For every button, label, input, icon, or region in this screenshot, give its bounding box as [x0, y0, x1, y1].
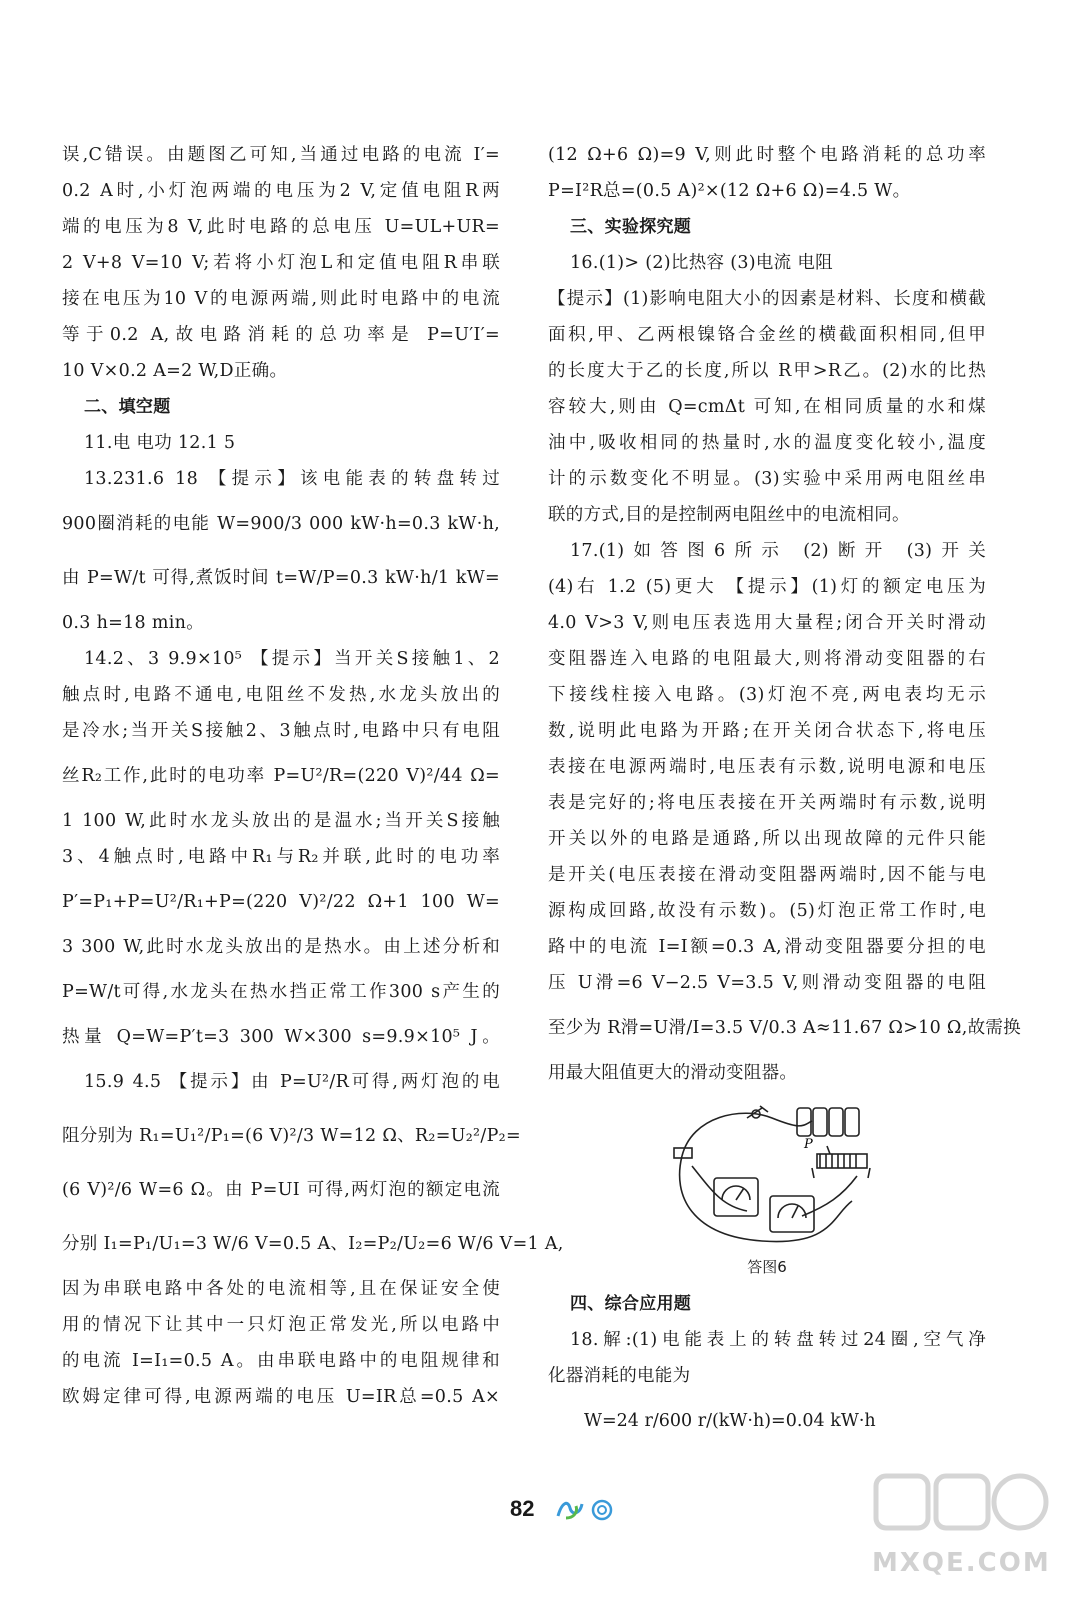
q18-line: 化器消耗的电能为 [548, 1366, 691, 1386]
right-line: (4)右 1.2 (5)更大 【提示】(1)灯的额定电压为 [548, 577, 986, 597]
right-line: 压 U滑=6 V−2.5 V=3.5 V,则滑动变阻器的电阻 [548, 973, 986, 993]
left-line: P′=P₁+P=U²/R₁+P=(220 V)²/22 Ω+1 100 W= [62, 892, 500, 912]
left-line: 13.231.6 18 【提示】该电能表的转盘转过 [84, 469, 500, 489]
left-line: 误,C错误。由题图乙可知,当通过电路的电流 I′= [62, 145, 500, 165]
right-line: 表接在电源两端时,电压表有示数,说明电源和电压 [548, 757, 986, 777]
left-line: 接在电压为10 V的电源两端,则此时电路中的电流 [62, 289, 500, 309]
left-line: 用的情况下让其中一只灯泡正常发光,所以电路中 [62, 1315, 500, 1335]
left-line: 二、填空题 [84, 397, 171, 417]
left-line: 10 V×0.2 A=2 W,D正确。 [62, 361, 288, 381]
page-number: 82 [510, 1496, 535, 1521]
left-line: 3、4触点时,电路中R₁与R₂并联,此时的电功率 [62, 847, 500, 867]
circuit-figure [548, 1096, 986, 1250]
right-line: 表是完好的;将电压表接在开关两端时有示数,说明 [548, 793, 986, 813]
right-line: 联的方式,目的是控制两电阻丝中的电流相同。 [548, 505, 910, 525]
q18-formula: W=24 r/600 r/(kW·h)=0.04 kW·h [584, 1411, 876, 1431]
left-line: 欧姆定律可得,电源两端的电压 U=IR总=0.5 A× [62, 1387, 500, 1407]
left-line: 等于0.2 A,故电路消耗的总功率是 P=U′I′= [62, 325, 500, 345]
right-line: 4.0 V>3 V,则电压表选用大量程;闭合开关时滑动 [548, 613, 986, 633]
left-line: 15.9 4.5 【提示】由 P=U²/R可得,两灯泡的电 [84, 1072, 500, 1092]
right-line: 用最大阻值更大的滑动变阻器。 [548, 1063, 798, 1083]
right-column-text [548, 142, 1021, 1086]
left-line: 的电流 I=I₁=0.5 A。由串联电路中的电阻规律和 [62, 1351, 500, 1371]
right-line: 路中的电流 I=I额=0.3 A,滑动变阻器要分担的电 [548, 937, 986, 957]
decorative-swirl-icon [552, 1494, 622, 1524]
right-line: 容较大,则由 Q=cmΔt 可知,在相同质量的水和煤 [548, 397, 986, 417]
right-line: 下接线柱接入电路。(3)灯泡不亮,两电表均无示 [548, 685, 986, 705]
right-line: 变阻器连入电路的电阻最大,则将滑动变阻器的右 [548, 649, 986, 669]
watermark-logo-icon [872, 1470, 1052, 1550]
left-line: 因为串联电路中各处的电流相等,且在保证安全使 [62, 1279, 500, 1299]
right-column [548, 142, 1021, 1443]
left-line: 由 P=W/t 可得,煮饭时间 t=W/P=0.3 kW·h/1 kW= [62, 568, 500, 588]
figure-label-p: P [804, 1137, 813, 1152]
left-line: 触点时,电路不通电,电阻丝不发热,水龙头放出的 [62, 685, 500, 705]
left-line: 热量 Q=W=P′t=3 300 W×300 s=9.9×10⁵ J。 [62, 1027, 500, 1047]
left-line: P=W/t可得,水龙头在热水挡正常工作300 s产生的 [62, 982, 500, 1002]
right-line: 16.(1)> (2)比热容 (3)电流 电阻 [570, 253, 833, 273]
left-line: 丝R₂工作,此时的电功率 P=U²/R=(220 V)²/44 Ω= [62, 766, 500, 786]
right-line: 至少为 R滑=U滑/I=3.5 V/0.3 A≈11.67 Ω>10 Ω,故需换 [548, 1018, 1021, 1038]
left-line: 分别 I₁=P₁/U₁=3 W/6 V=0.5 A、I₂=P₂/U₂=6 W/6 V=1 A, [62, 1234, 564, 1254]
right-line: (12 Ω+6 Ω)=9 V,则此时整个电路消耗的总功率 [548, 145, 986, 165]
right-line: 开关以外的电路是通路,所以出现故障的元件只能 [548, 829, 986, 849]
right-line: 数,说明此电路为开路;在开关闭合状态下,将电压 [548, 721, 986, 741]
left-line: 900圈消耗的电能 W=900/3 000 kW·h=0.3 kW·h, [62, 514, 500, 534]
right-line: 17.(1)如答图6所示 (2)断开 (3)开关 [570, 541, 986, 561]
circuit-diagram-icon [652, 1096, 882, 1246]
left-line: 2 V+8 V=10 V;若将小灯泡L和定值电阻R串联 [62, 253, 500, 273]
left-line: (6 V)²/6 W=6 Ω。由 P=UI 可得,两灯泡的额定电流 [62, 1180, 500, 1200]
left-line: 14.2、3 9.9×10⁵ 【提示】当开关S接触1、2 [84, 649, 500, 669]
right-line: 油中,吸收相同的热量时,水的温度变化较小,温度 [548, 433, 986, 453]
right-line: 的长度大于乙的长度,所以 R甲>R乙。(2)水的比热 [548, 361, 986, 381]
left-line: 端的电压为8 V,此时电路的总电压 U=UL+UR= [62, 217, 500, 237]
left-line: 1 100 W,此时水龙头放出的是温水;当开关S接触 [62, 811, 500, 831]
left-line: 0.2 A时,小灯泡两端的电压为2 V,定值电阻R两 [62, 181, 500, 201]
right-line: 源构成回路,故没有示数)。(5)灯泡正常工作时,电 [548, 901, 986, 921]
right-line: P=I²R总=(0.5 A)²×(12 Ω+6 Ω)=4.5 W。 [548, 181, 911, 201]
right-line: 是开关(电压表接在滑动变阻器两端时,因不能与电 [548, 865, 986, 885]
figure-caption: 答图6 [747, 1258, 787, 1276]
right-line: 【提示】(1)影响电阻大小的因素是材料、长度和横截 [548, 289, 986, 309]
q18-line: 18.解:(1)电能表上的转盘转过24圈,空气净 [570, 1330, 986, 1350]
question-18 [548, 1327, 986, 1389]
left-line: 阻分别为 R₁=U₁²/P₁=(6 V)²/3 W=12 Ω、R₂=U₂²/P₂= [62, 1126, 521, 1146]
right-line: 计的示数变化不明显。(3)实验中采用两电阻丝串 [548, 469, 986, 489]
left-column [62, 142, 564, 1420]
watermark-text: MXQE.COM [872, 1548, 1051, 1578]
right-line: 三、实验探究题 [570, 217, 692, 237]
left-line: 是冷水;当开关S接触2、3触点时,电路中只有电阻 [62, 721, 500, 741]
right-line: 面积,甲、乙两根镍铬合金丝的横截面积相同,但甲 [548, 325, 986, 345]
left-line: 0.3 h=18 min。 [62, 613, 205, 633]
left-line: 3 300 W,此时水龙头放出的是热水。由上述分析和 [62, 937, 500, 957]
left-line: 11.电 电功 12.1 5 [84, 433, 236, 453]
section-title-4: 四、综合应用题 [570, 1294, 692, 1314]
